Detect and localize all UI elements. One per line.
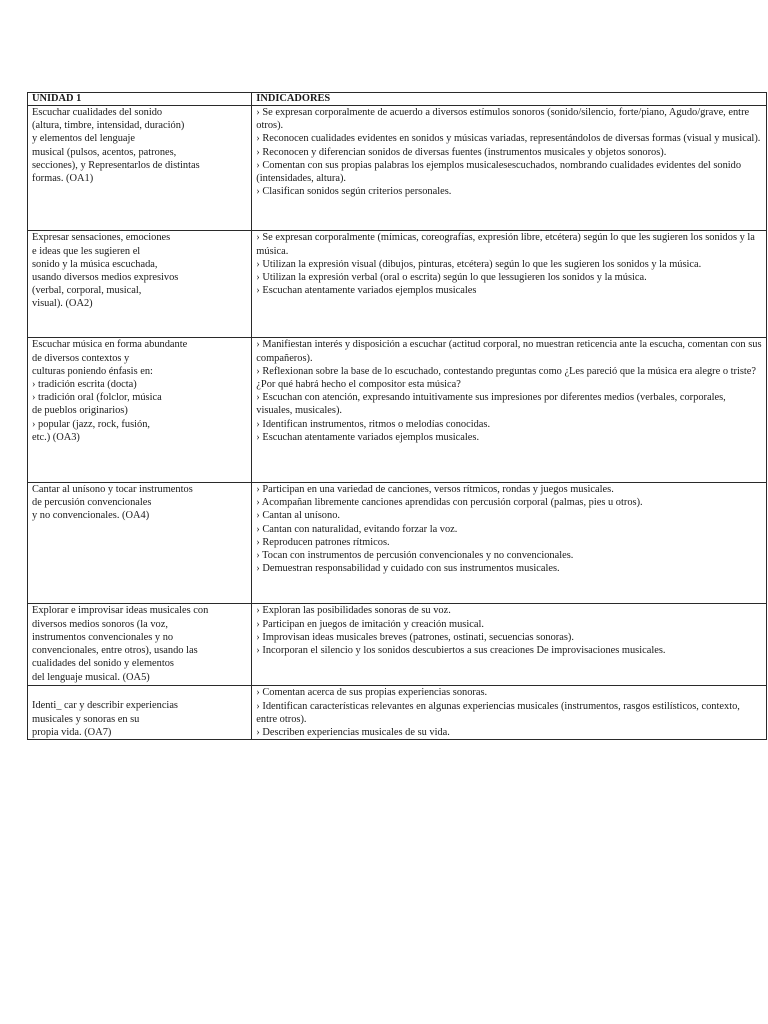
header-row	[28, 93, 767, 106]
objective-line: › tradición oral (folclor, música	[32, 392, 162, 404]
objective-cell	[28, 604, 252, 686]
table-row	[28, 604, 767, 686]
table-row	[28, 231, 767, 338]
objective-line: usando diversos medios expresivos	[32, 272, 179, 284]
objective-cell	[28, 483, 252, 604]
indicator-item: › Reconocen y diferencian sonidos de diversas fuentes (instrumentos musicales y objetos sonoros).	[256, 146, 667, 158]
indicators-cell	[252, 338, 767, 483]
indicator-item: › Comentan acerca de sus propias experiencias sonoras.	[256, 687, 488, 699]
table-row	[28, 483, 767, 604]
objective-cell	[28, 231, 252, 338]
indicator-item: › Escuchan con atención, expresando intuitivamente sus impresiones por diferentes medios (verbales, corporales, visuales, musicales).	[256, 392, 726, 417]
indicators-cell	[252, 231, 767, 338]
indicator-item: › Escuchan atentamente variados ejemplos musicales.	[256, 431, 480, 443]
indicator-item: › Reflexionan sobre la base de lo escuchado, contestando preguntas como ¿Les pareció que la música era alegre o triste? ¿Por qué habrá hecho el compositor esta música?	[256, 365, 756, 391]
objective-line: e ideas que les sugieren el	[32, 245, 141, 257]
objective-line: Escuchar cualidades del sonido	[32, 107, 163, 118]
objective-line: de percusión convencionales	[32, 497, 152, 509]
objective-line: formas. (OA1)	[32, 173, 94, 185]
objective-line: Explorar e improvisar ideas musicales con	[32, 605, 209, 617]
objective-line: del lenguaje musical. (OA5)	[32, 671, 150, 683]
objective-line: secciones), y Representarlos de distintas	[32, 159, 200, 171]
objective-line: cualidades del sonido y elementos	[32, 658, 174, 670]
header-indicadores: INDICADORES	[252, 93, 767, 106]
indicator-item: › Utilizan la expresión visual (dibujos, pinturas, etcétera) según lo que les sugieren los sonidos y la música.	[256, 258, 702, 270]
indicator-item: › Tocan con instrumentos de percusión convencionales y no convencionales.	[256, 550, 574, 562]
indicator-item: › Comentan con sus propias palabras los ejemplos musicalesescuchados, nombrando cualidades evidentes del sonido (intensidades, altura).	[256, 159, 742, 185]
indicator-item: › Reproducen patrones rítmicos.	[256, 536, 390, 548]
objective-line: y elementos del lenguaje	[32, 133, 136, 145]
indicator-item: › Se expresan corporalmente (mímicas, coreografías, expresión libre, etcétera) según lo que les sugieren los sonidos y la música.	[256, 232, 755, 257]
indicator-item: › Acompañan libremente canciones aprendidas con percusión corporal (palmas, pies u otros).	[256, 497, 643, 509]
objective-line: etc.) (OA3)	[32, 431, 80, 443]
indicator-item: › Clasifican sonidos según criterios personales.	[256, 186, 452, 198]
objective-line: Identi_ car y describir experiencias	[32, 700, 178, 712]
objective-line: (verbal, corporal, musical,	[32, 285, 142, 297]
indicator-item: › Reconocen cualidades evidentes en sonidos y músicas variadas, representándolos de diversas formas (visual y musical).	[256, 133, 761, 145]
objective-line: › tradición escrita (docta)	[32, 379, 137, 391]
objective-line: de diversos contextos y	[32, 352, 130, 364]
table-row	[28, 686, 767, 740]
indicator-item: › Cantan con naturalidad, evitando forzar la voz.	[256, 523, 458, 535]
objective-line: culturas poniendo énfasis en:	[32, 365, 153, 377]
objective-line: diversos medios sonoros (la voz,	[32, 618, 168, 630]
indicators-cell	[252, 106, 767, 231]
indicator-item: › Identifican características relevantes en algunas experiencias musicales (instrumentos, rasgos estilísticos, contexto, entre otros).	[256, 700, 740, 725]
indicator-item: › Exploran las posibilidades sonoras de su voz.	[256, 605, 451, 617]
indicator-item: › Incorporan el silencio y los sonidos descubiertos a sus creaciones De improvisaciones musicales.	[256, 645, 666, 657]
objective-line: convencionales, entre otros), usando las	[32, 645, 198, 657]
objective-line: Cantar al unísono y tocar instrumentos	[32, 484, 193, 496]
objective-line: Escuchar música en forma abundante	[32, 339, 188, 351]
objective-line: Expresar sensaciones, emociones	[32, 232, 171, 244]
objective-line: de pueblos originarios)	[32, 405, 128, 417]
indicators-cell	[252, 604, 767, 686]
table-row	[28, 338, 767, 483]
indicator-item: › Utilizan la expresión verbal (oral o escrita) según lo que lessugieren los sonidos y la música.	[256, 272, 647, 284]
indicator-item: › Demuestran responsabilidad y cuidado con sus instrumentos musicales.	[256, 563, 560, 575]
indicator-item: › Identifican instrumentos, ritmos o melodías conocidas.	[256, 418, 491, 430]
indicator-item: › Describen experiencias musicales de su vida.	[256, 726, 450, 738]
objective-line: propia vida. (OA7)	[32, 726, 112, 738]
objective-line: musical (pulsos, acentos, patrones,	[32, 146, 177, 158]
indicator-item: › Se expresan corporalmente de acuerdo a diversos estímulos sonoros (sonido/silencio, forte/piano, Agudo/grave, entre otros).	[256, 107, 750, 132]
indicator-item: › Improvisan ideas musicales breves (patrones, ostinati, secuencias sonoras).	[256, 631, 574, 643]
objective-line: (altura, timbre, intensidad, duración)	[32, 120, 185, 132]
objective-cell	[28, 338, 252, 483]
indicator-item: › Participan en juegos de imitación y creación musical.	[256, 618, 484, 630]
indicator-item: › Manifiestan interés y disposición a escuchar (actitud corporal, no muestran reticencia ante la escucha, comentan con sus compañeros).	[256, 339, 762, 364]
header-unidad: UNIDAD 1	[28, 93, 252, 106]
indicator-item: › Participan en una variedad de canciones, versos rítmicos, rondas y juegos musicales.	[256, 484, 614, 496]
objective-cell	[28, 686, 252, 740]
indicators-cell	[252, 483, 767, 604]
table-row	[28, 106, 767, 231]
objective-line: musicales y sonoras en su	[32, 713, 140, 725]
curriculum-table	[27, 92, 767, 740]
objective-line: instrumentos convencionales y no	[32, 631, 174, 643]
objective-cell	[28, 106, 252, 231]
indicator-item: › Escuchan atentamente variados ejemplos musicales	[256, 285, 477, 297]
objective-line: y no convencionales. (OA4)	[32, 510, 150, 522]
indicator-item: › Cantan al unísono.	[256, 510, 340, 522]
objective-line: visual). (OA2)	[32, 298, 93, 310]
indicators-cell	[252, 686, 767, 740]
objective-line: sonido y la música escuchada,	[32, 258, 158, 270]
objective-line: › popular (jazz, rock, fusión,	[32, 418, 151, 430]
